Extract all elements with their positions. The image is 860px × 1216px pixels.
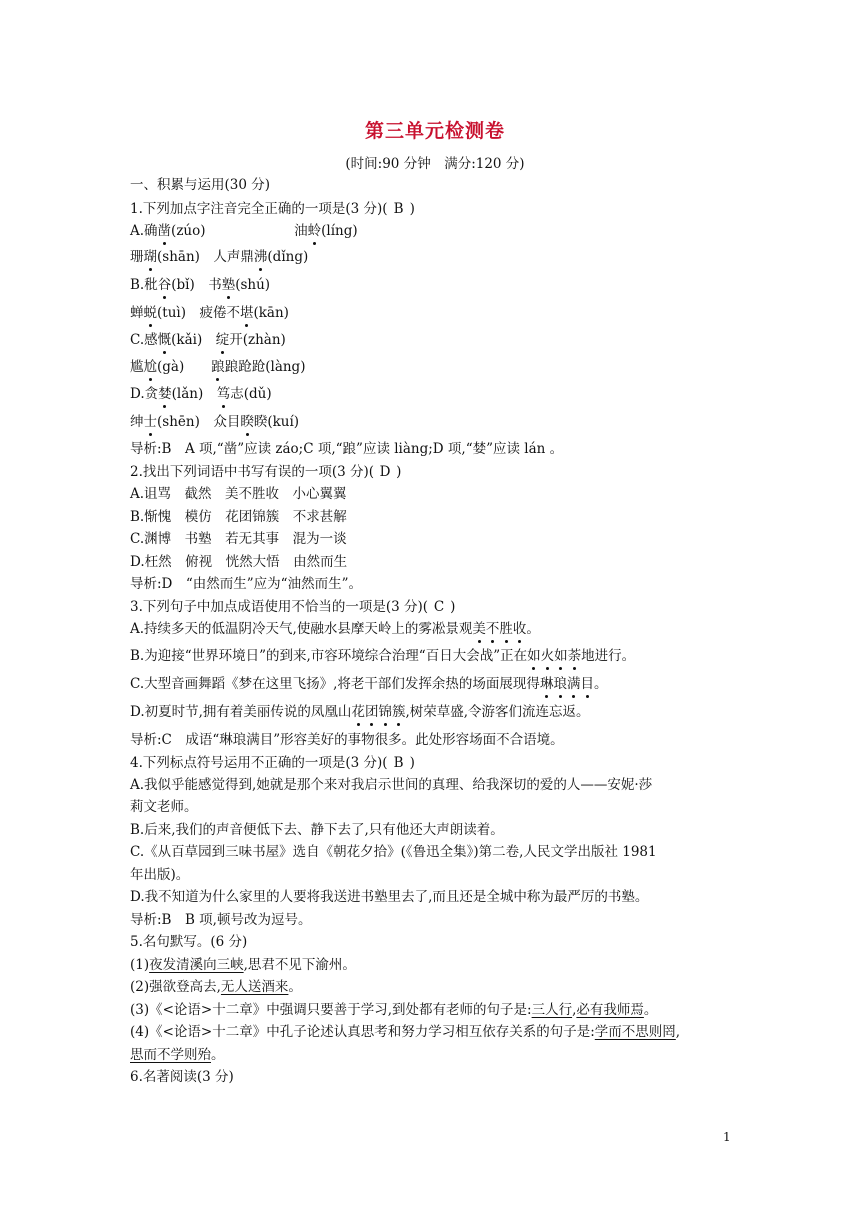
emphasis-char: 锦 xyxy=(378,704,392,720)
q5-line-4: (4)《<论语>十二章》中孔子论述认真思考和努力学习相互依存关系的句子是:学而不思则罔, xyxy=(130,1024,681,1040)
q1-option-b-cont: 蝉蜕(tuì) 疲倦不堪(kān) xyxy=(130,305,289,321)
q1-option-c: C.感慨(kǎi) 绽开(zhàn) xyxy=(130,332,286,348)
question-6-stem: 6.名著阅读(3 分) xyxy=(130,1069,234,1085)
question-4-stem: 4.下列标点符号运用不正确的一项是(3 分)( B ) xyxy=(130,755,415,771)
emphasis-char: 团 xyxy=(364,704,379,720)
q1-option-d-cont: 绅士(shēn) 众目睽睽(kuí) xyxy=(130,414,300,430)
section-heading: 一、积累与运用(30 分) xyxy=(130,177,271,193)
q3-option-c: C.大型音画舞蹈《梦在这里飞扬》,将老干部们发挥余热的场面展现得琳琅满目。 xyxy=(130,676,608,692)
answer-2: D xyxy=(379,464,391,480)
q1-option-c-cont: 尴尬(gà) 踉踉跄跄(làng) xyxy=(130,359,306,375)
q4-analysis: 导析:B B 项,顿号改为逗号。 xyxy=(130,912,312,928)
q4-option-c-cont: 年出版)。 xyxy=(130,867,190,883)
emphasis-char: 琅 xyxy=(553,676,567,692)
fill-answer: 夜发清溪向三峡 xyxy=(149,957,244,973)
question-2-stem: 2.找出下列词语中书写有误的一项(3 分)( D ) xyxy=(130,464,402,480)
q2-option-a: A.诅骂 截然 美不胜收 小心翼翼 xyxy=(130,486,347,502)
q1-option-b: B.秕谷(bǐ) 书塾(shú) xyxy=(130,277,271,293)
emphasis-char: 如 xyxy=(554,648,568,664)
q4-option-a-cont: 莉文老师。 xyxy=(130,799,198,815)
emphasis-char: 簇 xyxy=(391,704,406,720)
question-5-stem: 5.名句默写。(6 分) xyxy=(130,934,248,950)
exam-info: (时间:90 分钟 满分:120 分) xyxy=(345,156,525,172)
q2-option-d: D.枉然 俯视 恍然大悟 由然而生 xyxy=(130,554,348,570)
q1-analysis: 导析:B A 项,“凿”应读 záo;C 项,“踉”应读 liàng;D 项,“婪”应读 lán 。 xyxy=(130,441,564,457)
q4-option-a: A.我似乎能感觉得到,她就是那个来对我启示世间的真理、给我深切的爱的人——安妮·莎 xyxy=(130,777,653,793)
q3-option-d: D.初夏时节,拥有着美丽传说的凤凰山花团锦簇,树荣草盛,令游客们流连忘返。 xyxy=(130,704,590,720)
q4-option-b: B.后来,我们的声音便低下去、静下去了,只有他还大声朗读着。 xyxy=(130,822,504,838)
fill-answer: 学而不思则罔 xyxy=(594,1024,676,1040)
fill-answer: 三人行 xyxy=(531,1002,573,1018)
q2-analysis: 导析:D “由然而生”应为“油然而生”。 xyxy=(130,576,362,592)
q1-option-a: A.确凿(zúo) 油蛉(líng) xyxy=(130,223,358,239)
fill-answer: 无人送酒来 xyxy=(220,979,289,995)
emphasis-char: 如 xyxy=(527,648,541,664)
answer-3: C xyxy=(433,599,445,615)
q2-option-b: B.惭愧 模仿 花团锦簇 不求甚解 xyxy=(130,509,347,525)
emphasis-char: 火 xyxy=(540,648,555,664)
answer-4: B xyxy=(393,755,404,771)
q1-option-a-cont: 珊瑚(shān) 人声鼎沸(dǐng) xyxy=(130,249,309,265)
emphasis-char: 荼 xyxy=(567,648,582,664)
q3-option-b: B.为迎接“世界环境日”的到来,市容环境综合治理“百日大会战”正在如火如荼地进行。 xyxy=(130,648,636,664)
emphasis-char: 不 xyxy=(485,621,500,637)
emphasis-char: 胜 xyxy=(499,621,513,637)
emphasis-char: 花 xyxy=(351,704,365,720)
q4-option-d: D.我不知道为什么家里的人要将我送进书塾里去了,而且还是全城中称为最严厉的书塾。 xyxy=(130,889,649,905)
q3-option-a: A.持续多天的低温阴冷天气,使融水县摩天岭上的雾凇景观美不胜收。 xyxy=(130,621,540,637)
page-title: 第三单元检测卷 xyxy=(364,120,505,142)
q3-analysis: 导析:C 成语“琳琅满目”形容美好的事物很多。此处形容场面不合语境。 xyxy=(130,732,564,748)
fill-answer: 必有我师焉 xyxy=(576,1002,644,1018)
emphasis-char: 满 xyxy=(566,676,581,692)
q4-option-c: C.《从百草园到三味书屋》选自《朝花夕拾》(《鲁迅全集》)第二卷,人民文学出版社 1981 xyxy=(130,844,657,860)
q5-line-4-cont: 思而不学则殆。 xyxy=(130,1047,225,1063)
q1-option-d: D.贪婪(lǎn) 笃志(dǔ) xyxy=(130,386,272,402)
emphasis-char: 美 xyxy=(472,621,486,637)
question-3-stem: 3.下列句子中加点成语使用不恰当的一项是(3 分)( C ) xyxy=(130,599,456,615)
fill-answer: 思而不学则殆 xyxy=(130,1047,211,1063)
q5-line-3: (3)《<论语>十二章》中强调只要善于学习,到处都有老师的句子是:三人行,必有我师焉。 xyxy=(130,1002,658,1018)
emphasis-char: 琳 xyxy=(539,676,554,692)
q5-line-2: (2)强欲登高去,无人送酒来。 xyxy=(130,979,302,995)
q5-line-1: (1)夜发清溪向三峡,思君不见下渝州。 xyxy=(130,957,356,973)
emphasis-char: 收 xyxy=(512,621,527,637)
emphasis-char: 目 xyxy=(580,676,594,692)
question-1-stem: 1.下列加点字注音完全正确的一项是(3 分)( B ) xyxy=(130,201,415,217)
q2-option-c: C.渊博 书塾 若无其事 混为一谈 xyxy=(130,531,347,547)
answer-1: B xyxy=(393,201,404,217)
page-number: 1 xyxy=(723,1130,731,1144)
